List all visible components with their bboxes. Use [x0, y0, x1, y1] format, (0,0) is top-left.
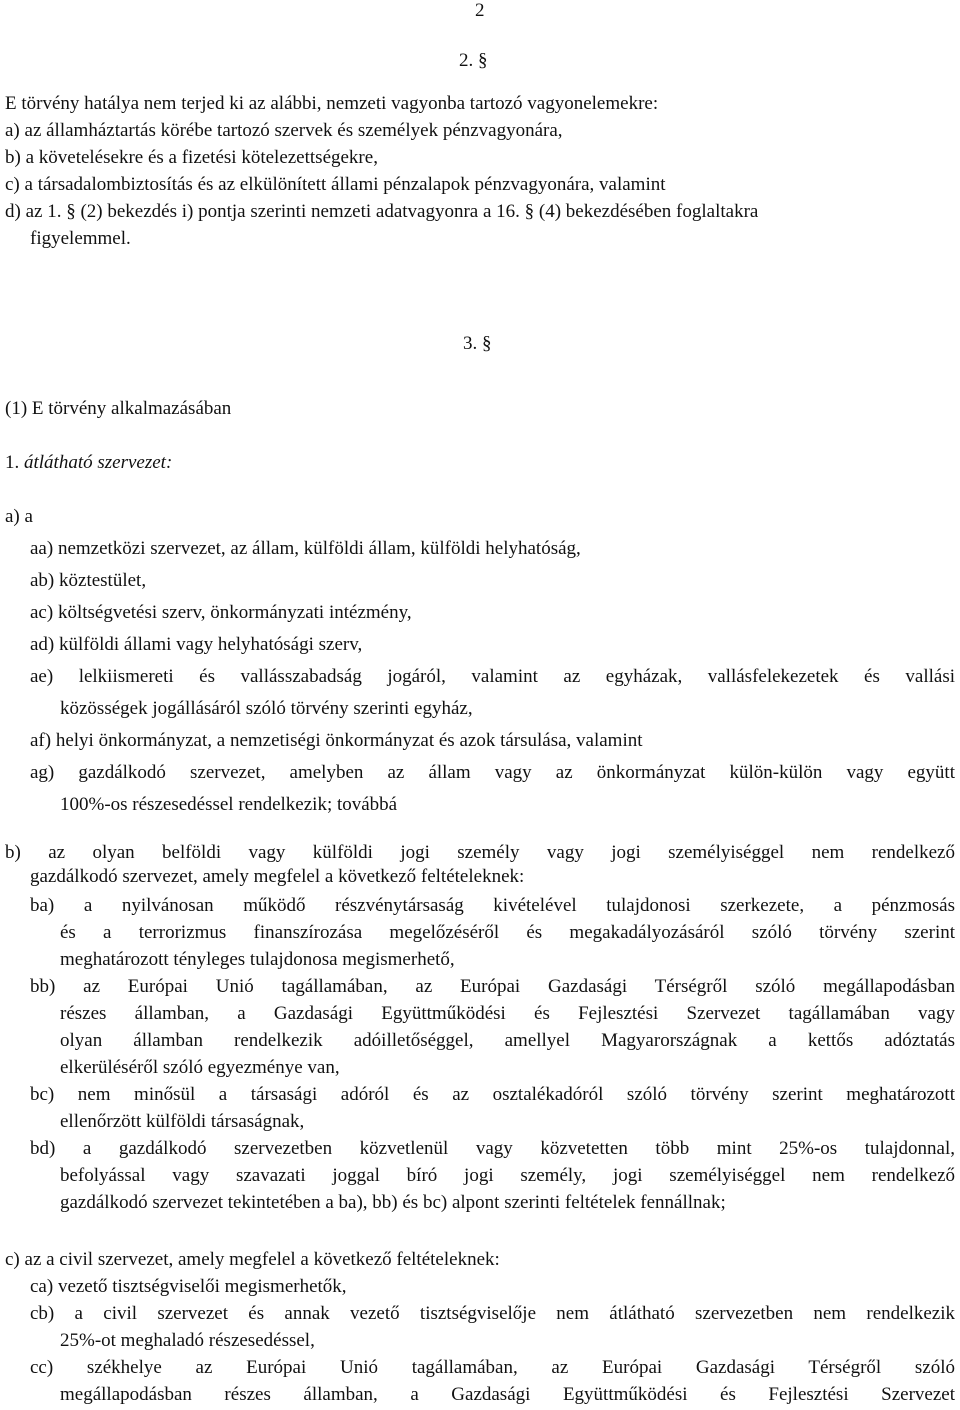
point-bd-cont-1: befolyással vagy szavazati joggal bíró jogi személy, jogi személyiséggel nem rendelkező [60, 1165, 955, 1186]
point-a-label: a) a [5, 506, 33, 527]
section-2-item-d-cont: figyelemmel. [30, 228, 131, 249]
point-ac: ac) költségvetési szerv, önkormányzati intézmény, [30, 602, 412, 623]
point-bc-cont: ellenőrzött külföldi társaságnak, [60, 1111, 305, 1132]
point-ba: ba) a nyilvánosan működő részvénytársaság kivételével tulajdonosi szerkezete, a pénzmosás [30, 895, 955, 916]
definition-number: 1. [5, 452, 20, 473]
section-3-paragraph-1: (1) E törvény alkalmazásában [5, 398, 232, 419]
point-bd: bd) a gazdálkodó szervezetben közvetlenül vagy közvetetten több mint 25%-os tulajdonnal, [30, 1138, 955, 1159]
definition-1 [5, 452, 172, 474]
point-ag-cont: 100%-os részesedéssel rendelkezik; továbbá [60, 794, 398, 815]
point-bb-cont-3: elkerüléséről szóló egyezménye van, [60, 1057, 340, 1078]
point-b-cont: gazdálkodó szervezet, amely megfelel a következő feltételeknek: [30, 866, 525, 887]
point-bb: bb) az Európai Unió tagállamában, az Európai Gazdasági Térségről szóló megállapodásban [30, 976, 955, 997]
point-b: b) az olyan belföldi vagy külföldi jogi személy vagy jogi személyiséggel nem rendelkező [5, 842, 955, 863]
section-2-item-a: a) az államháztartás körébe tartozó szervek és személyek pénzvagyonára, [5, 120, 563, 141]
section-3-heading: 3. § [463, 333, 492, 354]
point-c: c) az a civil szervezet, amely megfelel a következő feltételeknek: [5, 1249, 500, 1270]
point-ba-cont-2: meghatározott tényleges tulajdonosa megismerhető, [60, 949, 455, 970]
point-bc: bc) nem minősül a társasági adóról és az osztalékadóról szóló törvény szerint meghatározott [30, 1084, 955, 1105]
section-2-intro: E törvény hatálya nem terjed ki az alábbi, nemzeti vagyonba tartozó vagyonelemekre: [5, 93, 659, 114]
point-cb: cb) a civil szervezet és annak vezető tisztségviselője nem átlátható szervezetben nem rendelkezik [30, 1303, 955, 1324]
section-2-item-c: c) a társadalombiztosítás és az elkülönített állami pénzalapok pénzvagyonára, valamint [5, 174, 666, 195]
section-2-heading: 2. § [459, 50, 488, 71]
point-cb-cont: 25%-ot meghaladó részesedéssel, [60, 1330, 315, 1351]
page-number: 2 [475, 0, 485, 21]
point-bb-cont-2: olyan államban rendelkezik adóilletőséggel, amellyel Magyarországnak a kettős adóztatás [60, 1030, 955, 1051]
definition-term: átlátható szervezet: [24, 452, 173, 473]
point-aa: aa) nemzetközi szervezet, az állam, külföldi állam, külföldi helyhatóság, [30, 538, 581, 559]
point-ae: ae) lelkiismereti és vallásszabadság jogáról, valamint az egyházak, vallásfelekezetek és vallási [30, 666, 955, 687]
point-ba-cont-1: és a terrorizmus finanszírozása megelőzéséről és megakadályozásáról szóló törvény szerint [60, 922, 955, 943]
point-cc: cc) székhelye az Európai Unió tagállamában, az Európai Gazdasági Térségről szóló [30, 1357, 955, 1378]
point-ab: ab) köztestület, [30, 570, 147, 591]
point-bb-cont-1: részes államban, a Gazdasági Együttműködési és Fejlesztési Szervezet tagállamában vagy [60, 1003, 955, 1024]
point-af: af) helyi önkormányzat, a nemzetiségi önkormányzat és azok társulása, valamint [30, 730, 643, 751]
section-2-item-d: d) az 1. § (2) bekezdés i) pontja szerinti nemzeti adatvagyonra a 16. § (4) bekezdésében foglaltakra [5, 201, 759, 222]
point-ae-cont: közösségek jogállásáról szóló törvény szerinti egyház, [60, 698, 473, 719]
section-2-item-b: b) a követelésekre és a fizetési kötelezettségekre, [5, 147, 378, 168]
point-cc-cont: megállapodásban részes államban, a Gazdasági Együttműködési és Fejlesztési Szervezet [60, 1384, 955, 1405]
point-ca: ca) vezető tisztségviselői megismerhetők, [30, 1276, 347, 1297]
point-ad: ad) külföldi állami vagy helyhatósági szerv, [30, 634, 363, 655]
point-bd-cont-2: gazdálkodó szervezet tekintetében a ba), bb) és bc) alpont szerinti feltételek fennállnak; [60, 1192, 726, 1213]
point-ag: ag) gazdálkodó szervezet, amelyben az állam vagy az önkormányzat külön-külön vagy együtt [30, 762, 955, 783]
